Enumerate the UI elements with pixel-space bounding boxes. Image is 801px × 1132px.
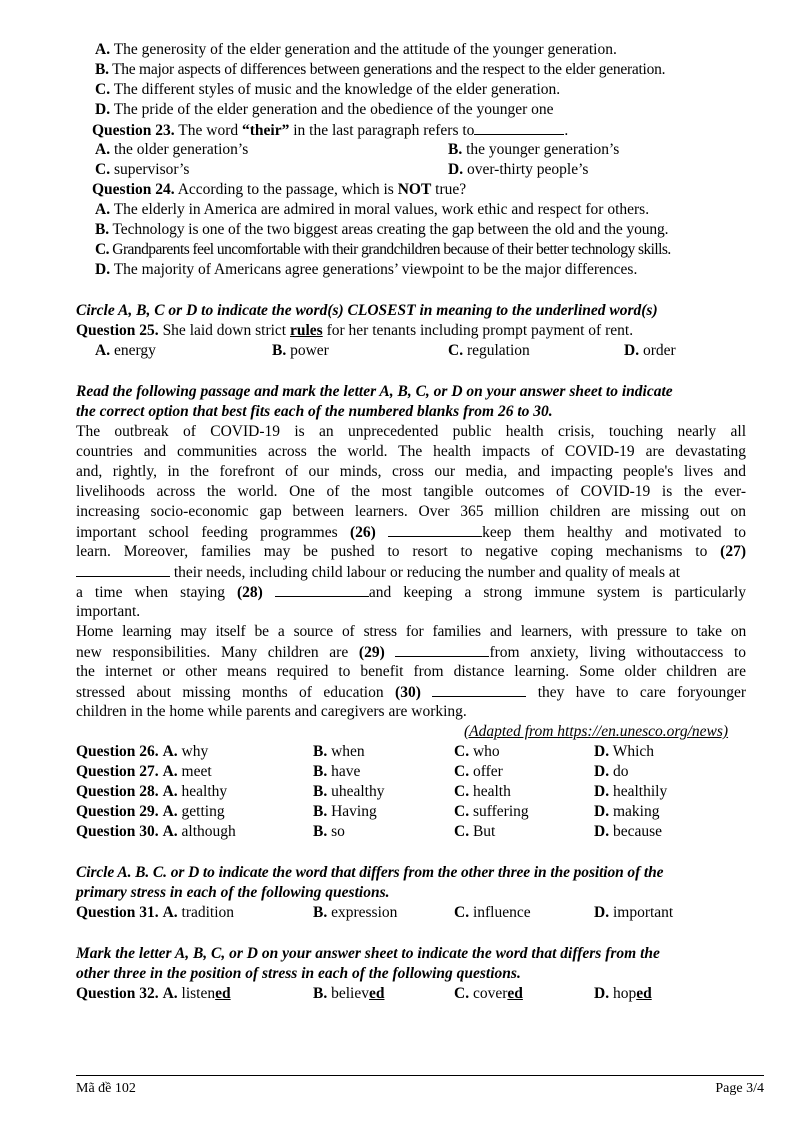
q23-blank: [474, 120, 564, 135]
exam-page: A. The generosity of the elder generation and the attitude of the younger generation. B. The major aspects of differences between generations and the respect to the elder generation. C. The different styles of music and the knowledge of the elder generation. D. The pride of the elder generation and the obedience of the younger one Question 23. The word “their” in the last paragraph refers to . A. the older generation’s B. the younger generation’s C. supervisor’s D. over-thirty people’s Question 24. According to the passage, which is NOT true? A. The elderly in America are admired in moral values, work ethic and respect for others. B. Technology is one of the two biggest areas creating the gap between the old and the young. C. Grandparents feel uncomfortable with their grandchildren because of their better technology skills. D. The majority of Americans agree generations’ viewpoint to be the major differences. Circle A, B, C or D to indicate the word(s) CLOSEST in meaning to the underlined word(s) Question 25. She laid down strict rules for her tenants including prompt payment of rent. A. energy B. power C. regulation D. order Read the following passage and mark the letter A, B, C, or D on your answer sheet to indicate the correct option that best fits each of the numbered blanks from 26 to 30. The outbreak of COVID-19 is an unprecedented public health crisis, touching nearly all countries and communities across the world. The health impacts of COVID-19 are devastating and, rightly, in the forefront of our minds, cross our media, and impacting people's lives and livelihoods across the world. One of the most tangible outcomes of COVID-19 is the ever- increasing socio-economic gap between learners. Over 365 million children are missing out on important school feeding programmes (26) keep them healthy and motivated to learn. Moreover, families may be pushed to resort to negative coping mechanisms to (27) their needs, including child labour or reducing the number and quality of meals at a time when staying (28) and keeping a strong immune system is particularly important. Home learning may itself be a source of stress for families and learners, with pressure to take on new responsibilities. Many children are (29) from anxiety, living withoutaccess to the internet or other means required to benefit from distance learning. Some older children are stressed about missing months of education (30) they have to care foryounger children in the home while parents and caregivers are working. (Adapted from https://en.unesco.org/news) Question 26. A. why B. when C. who D. Which Question 27. A. meet B. have C. offer D. do Question 28. A. healthy B. uhealthy C. health D. healthily Question 29. A. getting B. Having C. suffering D. making Question 30. A. although B. so C. But D. because Circle A. B. C. or D to indicate the word that differs from the other three in the position of the primary stress in each of the following questions. Question 31. A. tradition B. expression C. influence D. important Mark the letter A, B, C, or D on your answer sheet to indicate the word that differs from the other three in the position of stress in each of the following questions. Question 32. A. listened B. believed C. covered D. hoped Mã đề 102 Page 3/4: [76, 41, 764, 1096]
q25-option-b: B. power: [272, 342, 329, 359]
q23-option-b: B. the younger generation’s: [448, 141, 620, 158]
passage-instruction-line2: the correct option that best fits each of the numbered blanks from 26 to 30.: [76, 403, 553, 420]
exam-code: Mã đề 102: [76, 1081, 136, 1096]
q25-option-c: C. regulation: [448, 342, 530, 359]
passage-line: livelihoods across the world. One of the most tangible outcomes of COVID-19 is the ever-: [76, 483, 746, 500]
q22-option-b: B. The major aspects of differences between generations and the respect to the elder generation.: [95, 61, 666, 78]
footer-divider: [76, 1075, 764, 1076]
blank-28: [275, 582, 369, 597]
q23-option-c: C. supervisor’s: [95, 161, 190, 178]
passage-line: Home learning may itself be a source of stress for families and learners, with pressure to take on: [76, 623, 746, 640]
q24-option-d: D. The majority of Americans agree generations’ viewpoint to be the major differences.: [95, 261, 638, 278]
q24-option-b: B. Technology is one of the two biggest areas creating the gap between the old and the young.: [95, 221, 669, 238]
passage-line: The outbreak of COVID-19 is an unprecedented public health crisis, touching nearly all: [76, 423, 746, 440]
blank-29: [395, 642, 489, 657]
q22-option-c: C. The different styles of music and the knowledge of the elder generation.: [95, 81, 561, 98]
q24-option-c: C. Grandparents feel uncomfortable with their grandchildren because of their better technology skills.: [95, 241, 671, 258]
pron-instruction-line1: Mark the letter A, B, C, or D on your answer sheet to indicate the word that differs from the: [76, 945, 660, 962]
passage-source: (Adapted from https://en.unesco.org/news): [464, 723, 729, 740]
passage-line: children in the home while parents and caregivers are working.: [76, 703, 467, 720]
passage-line: important.: [76, 603, 141, 620]
passage-line: increasing socio-economic gap between learners. Over 365 million children are missing out on: [76, 503, 746, 520]
passage-line: and, rightly, in the forefront of our minds, cross our media, and impacting people's lives and: [76, 463, 746, 480]
blank-30: [432, 682, 526, 697]
passage-instruction-line1: Read the following passage and mark the letter A, B, C, or D on your answer sheet to indicate: [76, 383, 673, 400]
blank-26: [388, 522, 482, 537]
q25-option-d: D. order: [624, 342, 676, 359]
stress-instruction-line2: primary stress in each of the following questions.: [76, 884, 390, 901]
q23-stem: Question 23. The word “their” in the last paragraph refers to .: [92, 122, 569, 139]
q22-option-d: D. The pride of the elder generation and the obedience of the younger one: [95, 101, 554, 118]
stress-instruction-line1: Circle A. B. C. or D to indicate the word that differs from the other three in the position of the: [76, 864, 664, 881]
passage-line-blank-28: a time when staying (28) and keeping a strong immune system is particularly: [76, 584, 747, 601]
q24-stem: Question 24. According to the passage, which is NOT true?: [92, 181, 467, 198]
closest-instruction: Circle A, B, C or D to indicate the word(s) CLOSEST in meaning to the underlined word(s): [76, 302, 658, 319]
q22-option-a: A. The generosity of the elder generation and the attitude of the younger generation.: [95, 41, 617, 58]
passage-line-blank-27: learn. Moreover, families may be pushed to resort to negative coping mechanisms to (27): [76, 543, 746, 560]
pron-instruction-line2: other three in the position of stress in each of the following questions.: [76, 965, 521, 982]
q25-option-a: A. energy: [95, 342, 156, 359]
q24-option-a: A. The elderly in America are admired in moral values, work ethic and respect for others.: [95, 201, 650, 218]
passage-line-blank-26: important school feeding programmes (26) keep them healthy and motivated to: [76, 524, 747, 541]
q23-option-d: D. over-thirty people’s: [448, 161, 589, 178]
page-number: Page 3/4: [715, 1081, 764, 1096]
passage-line: countries and communities across the world. The health impacts of COVID-19 are devastating: [76, 443, 746, 460]
passage-line-blank-29: new responsibilities. Many children are (29) from anxiety, living withoutaccess to: [76, 644, 747, 661]
blank-27: [76, 562, 170, 577]
q25-stem: Question 25. She laid down strict rules for her tenants including prompt payment of rent.: [76, 322, 634, 339]
passage-line: the internet or other means required to benefit from distance learning. Some older children are: [76, 663, 746, 680]
passage-line-blank-30: stressed about missing months of education (30) they have to care foryounger: [76, 684, 747, 701]
passage-line-blank-27-cont: their needs, including child labour or reducing the number and quality of meals at: [76, 562, 680, 582]
q23-option-a: A. the older generation’s: [95, 141, 249, 158]
